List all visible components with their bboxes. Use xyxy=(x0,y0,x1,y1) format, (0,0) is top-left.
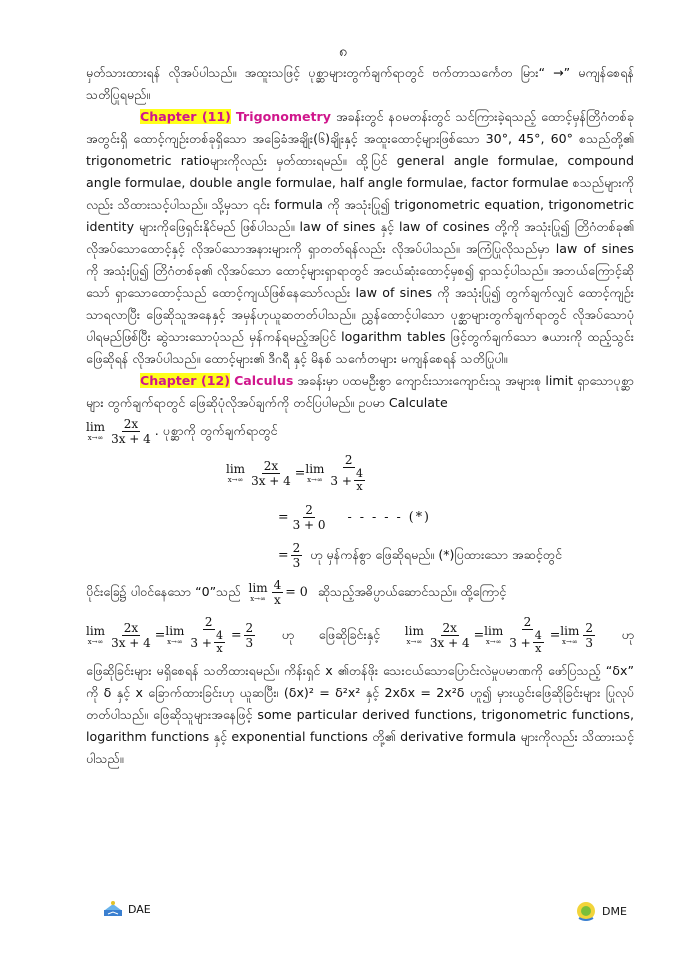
limit-operator: lim x→∞ xyxy=(226,461,246,484)
math-denominator-zero xyxy=(86,574,634,610)
fraction-4-over-x: $\frac{4}{x}$ xyxy=(273,577,282,607)
denominator-zero-text: ပိုင်းခြေ၌ ပါဝင်နေသော “0”သည် xyxy=(86,584,241,599)
page-number: ၈ xyxy=(339,44,347,60)
chapter-11-title: Trigonometry xyxy=(235,109,331,124)
fraction-2-over-3plus0: $\frac{2}{3 + 0}$ xyxy=(292,502,326,532)
dme-mark xyxy=(574,900,627,922)
equals-sign: = xyxy=(294,465,306,480)
equals-sign: = xyxy=(278,547,289,562)
math-step-1 xyxy=(226,448,634,498)
hu-text-1: ဟု xyxy=(281,627,295,642)
equals-sign: = xyxy=(278,509,289,524)
step-3-text: ဟု မှန်ကန်စွာ ဖြေဆိုရမည်။ (*)ပြထားသော အဆင့်တွင် xyxy=(310,547,562,562)
dae-mark xyxy=(102,900,151,918)
wrong-example-2: lim x→∞ $\frac{2x}{3x + 4}$ = lim x→∞ 2 3 + $\frac{4}{x}$ = lim x→∞ $\frac{2}{3}$ xyxy=(404,615,593,655)
fraction-2x-over-3x4: $\frac{2x}{3x + 4}$ xyxy=(251,458,291,488)
zero-result: = 0 xyxy=(285,584,308,599)
wrong-example-1: lim x→∞ $\frac{2x}{3x + 4}$ = lim x→∞ 2 3 + $\frac{4}{x}$ = $\frac{2}{3}$ xyxy=(86,615,254,655)
limit-operator: lim x→∞ xyxy=(86,419,106,442)
fraction-nested: 2 3 + $\frac{4}{x}$ xyxy=(330,453,363,493)
page-footer xyxy=(0,890,686,930)
chapter-11-badge: Chapter (11) xyxy=(140,109,231,124)
calculus-tail: . ပုစ္ဆာကို တွက်ချက်ရာတွင် xyxy=(154,423,278,438)
math-wrong-examples xyxy=(86,610,634,660)
paragraph-calculus xyxy=(86,370,634,414)
fraction-2x-over-3x4: $\frac{2x}{3x + 4}$ xyxy=(111,416,151,446)
math-step-2 xyxy=(278,498,634,536)
meaning-text: ဆိုသည့်အဓိပ္ပာယ်ဆောင်သည်။ ထို့ကြောင့် xyxy=(317,584,507,599)
calculus-body: အခန်းမှာ ပထမဦးစွာ ကျောင်းသားကျောင်းသူ အများစု limit ရှာသောပုစ္ဆာများ တွက်ချက်ရာတွင် ဖြေဆိုပုံလိုအပ်ချက်ကို တင်ပြပါမည်။ ဥပမာ Calculate xyxy=(86,373,634,410)
paragraph-intro: မှတ်သားထားရန် လိုအပ်ပါသည်။ အထူးသဖြင့် ပုစ္ဆာများတွက်ချက်ရာတွင် ဗက်တာသင်္ကေတ မြား“ →” မကျန်စေရန် သတိပြုရမည်။ xyxy=(86,65,634,102)
page-content xyxy=(86,62,634,770)
math-step-3 xyxy=(278,536,634,574)
limit-operator: lim x→∞ xyxy=(248,580,268,603)
fraction-2-over-3: $\frac{2}{3}$ xyxy=(292,540,301,570)
chapter-12-title: Calculus xyxy=(234,373,294,388)
trigonometry-body: အခန်းတွင် နဝမတန်းတွင် သင်ကြားခဲ့ရသည့် ထောင့်မှန်တြိဂံတစ်ခု အတွင်းရှိ ထောင့်ကျဉ်းတစ်ခုရှိသော အခြေခံအချိုး(၆)ချိုးနှင့် အထူးထောင့်များဖြစ်သော 30°, 45°, 60° စသည်တို့၏ trigonometric ratioများကိုလည်း မှတ်ထားရမည်။ ထို့ပြင် general angle formulae, compound angle formulae, double angle formulae, half angle formulae, factor formulae စသည်များကိုလည်း သိထားသင့်ပါသည်။ သို့မှသာ ၎င်း formula ကို အသုံးပြု၍ trigonometric equation, trigonometric identity များကိုဖြေရှင်းနိုင်မည် ဖြစ်ပါသည်။ law of sines နှင့် law of cosines တို့ကို အသုံးပြု၍ တြိဂံတစ်ခု၏ လိုအပ်သောထောင့်နှင့် လိုအပ်သောအနားများကို ရှာတတ်ရန်လည်း လိုအပ်ပါသည်။ အကြံပြုလိုသည်မှာ law of sines ကို အသုံးပြု၍ တြိဂံတစ်ခု၏ လိုအပ်သော ထောင့်များရှာရာတွင် အငယ်ဆုံးထောင့်မှစ၍ ရှာသင့်ပါသည်။ အဘယ်ကြောင့်ဆိုသော် ရှာသောထောင့်သည် ထောင့်ကျယ်ဖြစ်နေသော်လည်း law of sines ကို အသုံးပြု၍ တွက်ချက်လျှင် ထောင့်ကျဉ်းသာရလာပြီး ဖြေဆိုသူအနေနှင့် အမှန်ဟုယူဆတတ်ပါသည်။ ညွှန်ထောင့်ပါသော ပုစ္ဆာများတွက်ချက်ရာတွင် လိုအပ်သောပုံ ပါရမည်ဖြစ်ပြီး ဆွဲသားသောပုံသည် မှန်ကန်ရမည့်အပြင် logarithm tables ဖြင့်တွက်ချက်သော ဇယားကို ထည့်သွင်းဖြေဆိုရန် လိုအပ်ပါသည်။ ထောင့်များ၏ ဒီဂရီ နှင့် မိနစ် သင်္ကေတများ မကျန်စေရန် သတိပြုပါ။ xyxy=(86,109,634,366)
dae-label: DAE xyxy=(128,902,151,916)
step-marker: - - - - - (*) xyxy=(347,509,431,524)
dme-logo-icon xyxy=(574,900,598,922)
hu-text-2: ဟု xyxy=(621,627,634,642)
paragraph-trigonometry xyxy=(86,106,634,370)
dme-label: DME xyxy=(602,904,627,918)
paragraph-warnings: ဖြေဆိုခြင်းများ မရှိစေရန် သတိထားရမည်။ ကိန်းရှင် x ၏တန်ဖိုး သေးငယ်သောပြောင်းလဲမှုပမာဏကို ဖော်ပြသည့် “δx” ကို δ နှင့် x ခြောက်ထားခြင်းဟု ယူဆပြီး၊ (δx)² = δ²x² နှင့် 2xδx = 2x²δ ဟူ၍ မှားယွင်းဖြေဆိုခြင်းများ ပြုလုပ်တတ်ပါသည်။ ဖြေဆိုသူများအနေဖြင့် some particular derived functions, trigonometric functions, logarithm functions နှင့် exponential functions တို့၏ derivative formula များကိုလည်း သိထားသင့်ပါသည်။ xyxy=(86,663,634,766)
math-inline-limit xyxy=(86,414,634,448)
answer-and-text: ဖြေဆိုခြင်းနှင့် xyxy=(318,627,381,642)
dae-logo-icon xyxy=(102,900,124,918)
limit-operator: lim x→∞ xyxy=(305,461,325,484)
chapter-12-badge: Chapter (12) xyxy=(140,373,230,388)
